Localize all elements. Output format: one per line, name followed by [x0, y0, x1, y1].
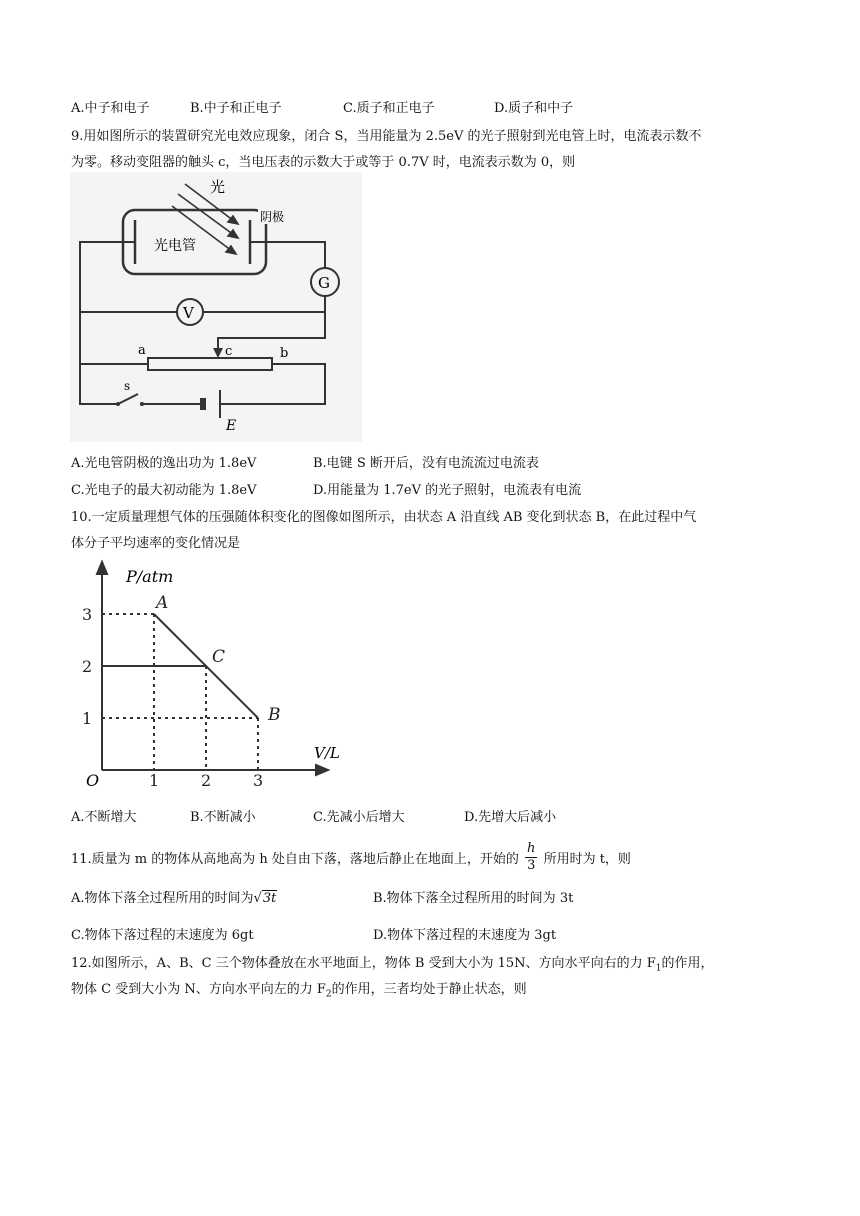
origin-label: O — [86, 771, 100, 790]
q11-option-a — [71, 887, 277, 906]
q9-circuit-diagram — [70, 172, 362, 442]
sqrt-icon: √ — [253, 891, 262, 906]
x-tick-label-3: 3 — [253, 771, 264, 790]
point-label-b: B — [268, 705, 281, 725]
q10-stem-line2: 体分子平均速率的变化情况是 — [71, 536, 241, 551]
q9-stem-line2: 为零。移动变阻器的触头 c，当电压表的示数大于或等于 0.7V 时，电流表示数为 0，则 — [71, 155, 576, 170]
q11-option-d: D.物体下落过程的末速度为 3gt — [373, 928, 557, 943]
q10-option-a: A.不断增大 — [71, 810, 137, 825]
q10-pv-graph — [76, 560, 340, 790]
q8-option-a: A.中子和电子 — [71, 101, 150, 116]
q12-stem-line1 — [71, 952, 713, 974]
q11-option-b: B.物体下落全过程所用的时间为 3t — [373, 891, 574, 906]
q8-option-b: B.中子和正电子 — [190, 101, 282, 116]
q11-option-c: C.物体下落过程的末速度为 6gt — [71, 928, 254, 943]
voltmeter-label: V — [183, 304, 194, 322]
q8-option-d: D.质子和中子 — [494, 101, 574, 116]
y-tick-label-1: 1 — [82, 709, 93, 728]
q12-line2-subscript: 2 — [325, 989, 332, 1000]
x-axis-arrow-icon — [316, 765, 328, 775]
q11-stem-suffix: 所用时为 t，则 — [543, 852, 631, 867]
q11-fraction-denominator: 3 — [527, 858, 536, 873]
y-tick-label-2: 2 — [82, 657, 93, 676]
phototube-label: 光电管 — [154, 238, 196, 254]
q11-fraction-numerator: h — [527, 841, 536, 856]
q9-option-a: A.光电管阴极的逸出功为 1.8eV — [71, 456, 257, 471]
q9-option-d: D.用能量为 1.7eV 的光子照射，电流表有电流 — [313, 483, 582, 498]
q11-fraction — [525, 841, 537, 874]
q12-line2-pre: 物体 C 受到大小为 N、方向水平向左的力 F — [71, 982, 326, 997]
point-label-a: A — [156, 593, 169, 613]
point-label-c: C — [212, 647, 226, 667]
rheostat-end-a-label: a — [138, 343, 146, 358]
q12-line1-post: 的作用， — [661, 956, 714, 971]
q10-option-d: D.先增大后减小 — [464, 810, 557, 825]
q11-option-a-math: 3t — [262, 891, 277, 906]
galvanometer-label: G — [318, 274, 330, 292]
q9-option-b: B.电键 S 断开后，没有电流流过电流表 — [313, 456, 539, 471]
x-axis-label: V/L — [314, 744, 340, 762]
q11-option-a-text: A.物体下落全过程所用的时间为 — [71, 891, 254, 906]
y-axis-label: P/atm — [126, 567, 174, 586]
q10-stem-line1: 10.一定质量理想气体的压强随体积变化的图像如图所示，由状态 A 沿直线 AB 变化到状态 B，在此过程中气 — [71, 510, 697, 525]
light-label: 光 — [210, 178, 226, 196]
cathode-label: 阴极 — [260, 210, 285, 224]
q12-line1-subscript: 1 — [655, 963, 662, 974]
switch-s-label: s — [124, 379, 131, 393]
q9-stem-line1: 9.用如图所示的装置研究光电效应现象，闭合 S，当用能量为 2.5eV 的光子照射到光电管上时，电流表示数不 — [71, 129, 702, 144]
q10-option-b: B.不断减小 — [190, 810, 256, 825]
battery-short-plate — [200, 398, 206, 410]
q12-stem-line2 — [71, 978, 527, 1000]
y-tick-label-3: 3 — [82, 605, 93, 624]
rheostat-end-b-label: b — [280, 346, 289, 361]
q9-option-c: C.光电子的最大初动能为 1.8eV — [71, 483, 257, 498]
q11-stem-prefix: 11.质量为 m 的物体从高地高为 h 处自由下落，落地后静止在地面上，开始的 — [71, 852, 519, 867]
q12-line2-post: 的作用，三者均处于静止状态，则 — [331, 982, 527, 997]
x-tick-label-1: 1 — [149, 771, 160, 790]
q11-stem — [71, 843, 631, 876]
q8-option-c: C.质子和正电子 — [343, 101, 435, 116]
q10-option-c: C.先减小后增大 — [313, 810, 405, 825]
y-axis-arrow-icon — [97, 562, 107, 574]
x-tick-label-2: 2 — [201, 771, 212, 790]
battery-e-label: E — [226, 418, 237, 434]
q12-line1-pre: 12.如图所示，A、B、C 三个物体叠放在水平地面上，物体 B 受到大小为 15N、方向水平向右的力 F — [71, 956, 656, 971]
slider-c-label: c — [225, 344, 233, 359]
